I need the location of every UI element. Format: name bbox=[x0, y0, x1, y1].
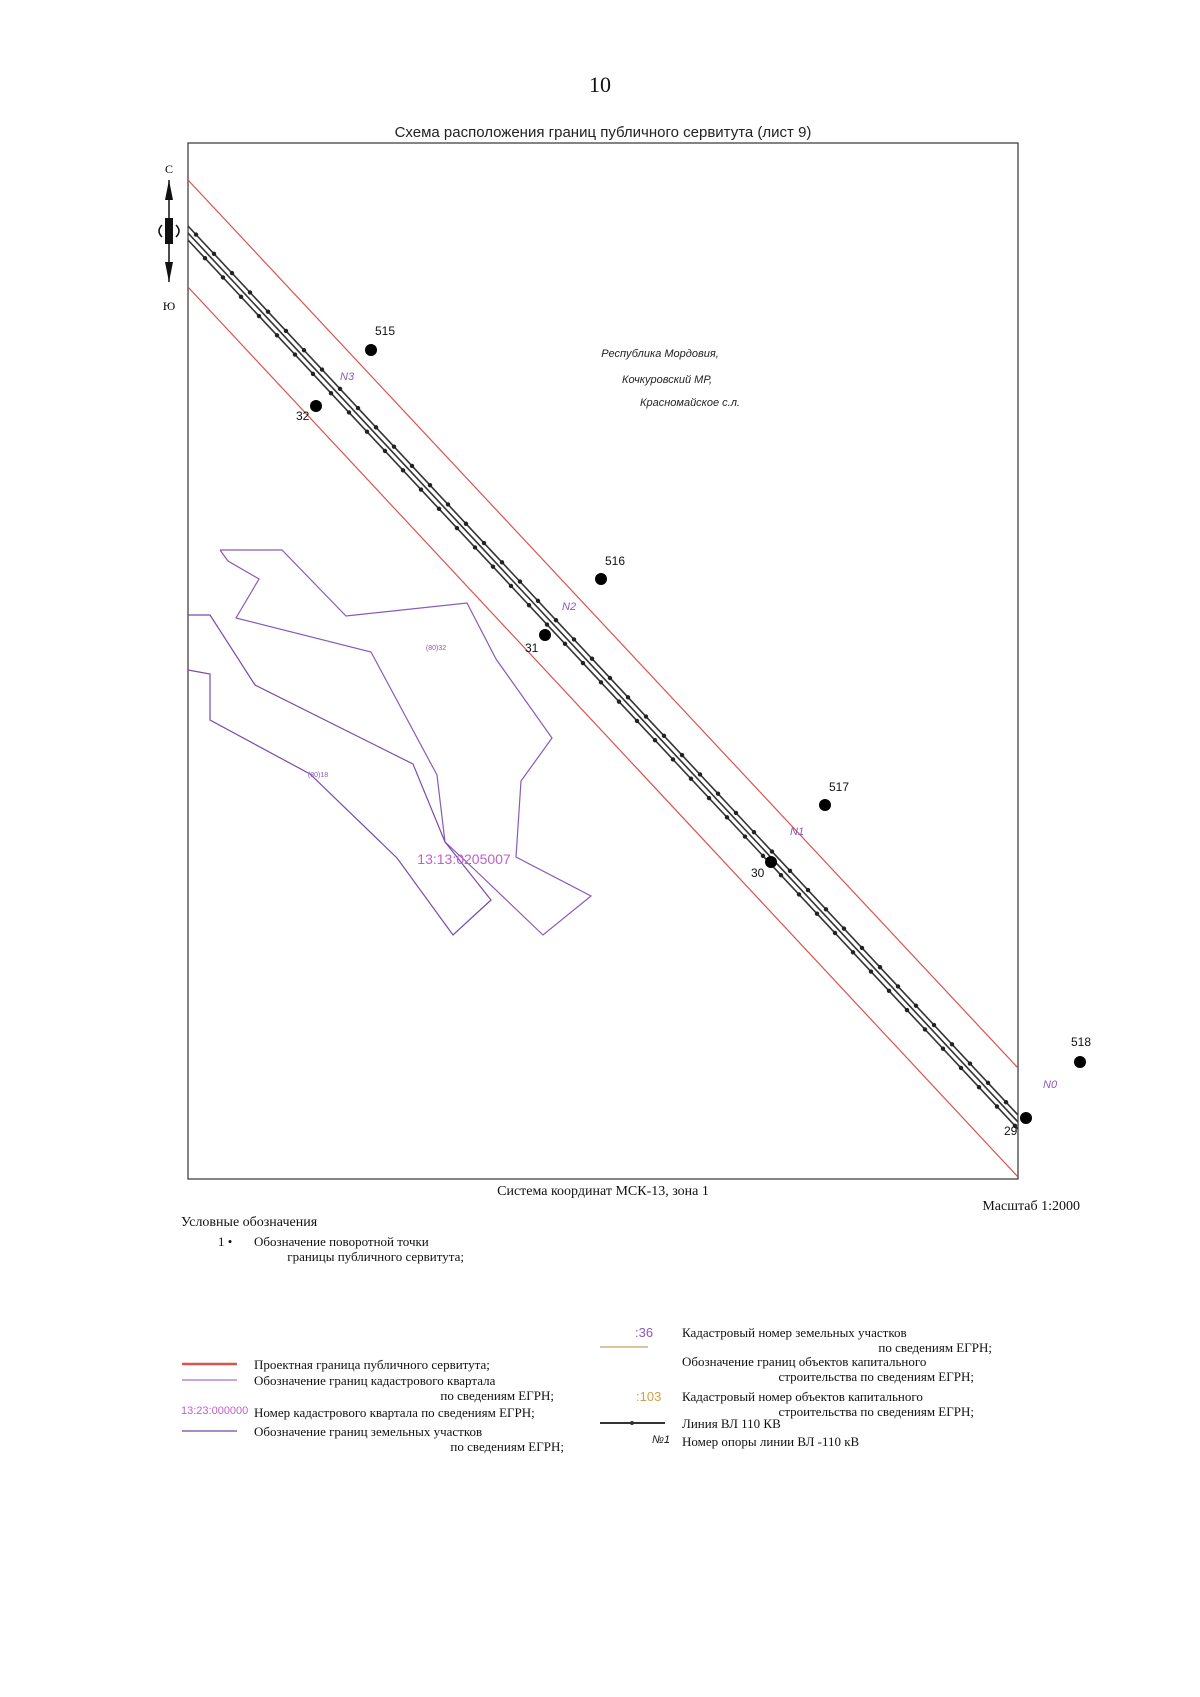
boundary-point-label: 30 bbox=[751, 866, 765, 880]
wire-dot bbox=[266, 309, 270, 313]
legend-text: Кадастровый номер объектов капитального bbox=[682, 1389, 923, 1404]
wire-dot bbox=[833, 931, 837, 935]
wire-dot bbox=[536, 599, 540, 603]
pole-mark: N1 bbox=[790, 826, 805, 838]
servitude-boundary-bottom bbox=[188, 287, 1018, 1177]
wire-dot bbox=[293, 352, 297, 356]
wire-dot bbox=[194, 232, 198, 236]
legend-text: Номер кадастрового квартала по сведениям ЕГРН; bbox=[254, 1405, 535, 1420]
wire-dot bbox=[941, 1046, 945, 1050]
legend-text: по сведениям ЕГРН; bbox=[440, 1388, 554, 1403]
boundary-point-31 bbox=[539, 629, 551, 641]
legend-symbol-capital-object-number: :103 bbox=[636, 1389, 662, 1404]
wire-dot bbox=[338, 387, 342, 391]
wire-dot bbox=[788, 869, 792, 873]
boundary-point-label: 32 bbox=[296, 409, 310, 423]
wire-dot bbox=[950, 1042, 954, 1046]
wire-dot bbox=[896, 984, 900, 988]
wire-dot bbox=[473, 545, 477, 549]
map-title: Схема расположения границ публичного сервитута (лист 9) bbox=[394, 124, 812, 141]
boundary-point-518 bbox=[1074, 1056, 1086, 1068]
wire-dot bbox=[860, 946, 864, 950]
wire-dot bbox=[662, 734, 666, 738]
quarter-number: 13:13:0205007 bbox=[417, 851, 511, 867]
wire-dot bbox=[482, 541, 486, 545]
wire-dot bbox=[356, 406, 360, 410]
wire-dot bbox=[563, 642, 567, 646]
wire-dot bbox=[284, 329, 288, 333]
compass-north-label: С bbox=[164, 162, 174, 176]
wire-dot bbox=[653, 738, 657, 742]
page-number: 10 bbox=[589, 72, 611, 97]
wire-dot bbox=[401, 468, 405, 472]
wire-dot bbox=[608, 676, 612, 680]
wire-dot bbox=[878, 965, 882, 969]
wire-dot bbox=[464, 522, 468, 526]
wire-dot bbox=[815, 912, 819, 916]
pole-mark: N0 bbox=[1043, 1079, 1058, 1091]
wire-dot bbox=[905, 1008, 909, 1012]
north-arrow-icon bbox=[159, 162, 179, 313]
legend-item bbox=[682, 1434, 942, 1449]
legend-symbol-pole-number: №1 bbox=[652, 1434, 671, 1446]
legend-item bbox=[682, 1389, 974, 1419]
boundary-point-label: 516 bbox=[605, 554, 626, 568]
region-label-line: Кочкуровский МР, bbox=[621, 374, 713, 386]
legend-item bbox=[682, 1325, 992, 1355]
wire-dot bbox=[329, 391, 333, 395]
wire-dot bbox=[761, 854, 765, 858]
region-label-line: Красномайское с.л. bbox=[640, 397, 740, 409]
wire-dot bbox=[365, 430, 369, 434]
legend-text: по сведениям ЕГРН; bbox=[878, 1340, 992, 1355]
wire-dot bbox=[545, 622, 549, 626]
wire-dot bbox=[869, 969, 873, 973]
legend-text: Обозначение границ кадастрового квартала bbox=[254, 1373, 496, 1388]
power-line-110kv bbox=[188, 226, 1018, 1129]
legend-item bbox=[254, 1405, 594, 1420]
boundary-point-label: 518 bbox=[1071, 1035, 1092, 1049]
legend-text: границы публичного сервитута; bbox=[287, 1249, 464, 1264]
legend-text: строительства по сведениям ЕГРН; bbox=[778, 1369, 974, 1384]
legend-item bbox=[254, 1373, 554, 1403]
pole-mark: N3 bbox=[340, 371, 355, 383]
legend-text: Обозначение поворотной точки bbox=[254, 1234, 429, 1249]
map-scale: Масштаб 1:2000 bbox=[982, 1199, 1080, 1214]
wire-dot bbox=[644, 714, 648, 718]
compass-south-label: Ю bbox=[162, 299, 176, 313]
wire-dot bbox=[257, 314, 261, 318]
legend-symbol-quarter-number: 13:23:000000 bbox=[181, 1405, 249, 1417]
pole-mark: N2 bbox=[562, 601, 577, 613]
wire-dot bbox=[734, 811, 738, 815]
wire-dot bbox=[203, 256, 207, 260]
legend-text: Обозначение границ объектов капитального bbox=[682, 1354, 927, 1369]
coordinate-system: Система координат МСК-13, зона 1 bbox=[497, 1184, 709, 1199]
legend-item bbox=[682, 1354, 974, 1384]
legend-item bbox=[682, 1416, 882, 1431]
wire-dot bbox=[212, 252, 216, 256]
wire-dot bbox=[617, 699, 621, 703]
boundary-point-30 bbox=[765, 856, 777, 868]
wire-dot bbox=[446, 502, 450, 506]
wire-dot bbox=[374, 425, 378, 429]
wire-dot bbox=[914, 1004, 918, 1008]
wire-dot bbox=[986, 1081, 990, 1085]
legend-item bbox=[254, 1357, 584, 1372]
wire-dot bbox=[554, 618, 558, 622]
wire-dot bbox=[572, 637, 576, 641]
wire-dot bbox=[590, 657, 594, 661]
wire-dot bbox=[455, 526, 459, 530]
wire-dot bbox=[221, 275, 225, 279]
wire-dot bbox=[995, 1104, 999, 1108]
boundary-point-label: 517 bbox=[829, 780, 850, 794]
wire-dot bbox=[725, 815, 729, 819]
wire-dot bbox=[311, 372, 315, 376]
wire-dot bbox=[428, 483, 432, 487]
wire-dot bbox=[689, 777, 693, 781]
wire-dot bbox=[275, 333, 279, 337]
wire-dot bbox=[599, 680, 603, 684]
parcel-boundary-8018 bbox=[188, 615, 491, 935]
wire-dot bbox=[707, 796, 711, 800]
wire-dot bbox=[680, 753, 684, 757]
wire-dot bbox=[239, 295, 243, 299]
wire-dot bbox=[797, 892, 801, 896]
wire-dot bbox=[383, 449, 387, 453]
wire-dot bbox=[581, 661, 585, 665]
wire-dot bbox=[671, 757, 675, 761]
boundary-point-516 bbox=[595, 573, 607, 585]
wire-dot bbox=[302, 348, 306, 352]
legend-text: по сведениям ЕГРН; bbox=[450, 1439, 564, 1454]
map-frame bbox=[188, 143, 1018, 1179]
wire-dot bbox=[437, 507, 441, 511]
legend-text: Кадастровый номер земельных участков bbox=[682, 1325, 907, 1340]
legend-text: Проектная граница публичного сервитута; bbox=[254, 1357, 490, 1372]
legend-text: Номер опоры линии ВЛ -110 кВ bbox=[682, 1434, 860, 1449]
wire-dot bbox=[752, 830, 756, 834]
wire-dot bbox=[1004, 1100, 1008, 1104]
wire-dot bbox=[824, 907, 828, 911]
region-label-line: Республика Мордовия, bbox=[601, 348, 719, 360]
parcel-boundary-8032 bbox=[220, 550, 591, 935]
wire-dot bbox=[923, 1027, 927, 1031]
wire-dot bbox=[491, 564, 495, 568]
servitude-boundary-top bbox=[188, 180, 1018, 1068]
wire-dot bbox=[770, 849, 774, 853]
boundary-point-32 bbox=[310, 400, 322, 412]
wire-dot bbox=[527, 603, 531, 607]
wire-dot bbox=[320, 367, 324, 371]
wire-dot bbox=[851, 950, 855, 954]
boundary-point-label: 515 bbox=[375, 324, 396, 338]
legend-text: Линия ВЛ 110 КВ bbox=[682, 1416, 781, 1431]
wire-dot bbox=[410, 464, 414, 468]
wire-dot bbox=[635, 719, 639, 723]
boundary-point-517 bbox=[819, 799, 831, 811]
legend-text: строительства по сведениям ЕГРН; bbox=[778, 1404, 974, 1419]
wire-dot bbox=[932, 1023, 936, 1027]
wire-dot bbox=[968, 1061, 972, 1065]
wire-dot bbox=[626, 695, 630, 699]
boundary-point-515 bbox=[365, 344, 377, 356]
parcel-label: (80)32 bbox=[425, 645, 447, 652]
wire-dot bbox=[509, 584, 513, 588]
legend-symbol-point: 1 • bbox=[218, 1234, 233, 1249]
wire-dot bbox=[716, 791, 720, 795]
wire-dot bbox=[887, 989, 891, 993]
legend-title: Условные обозначения bbox=[181, 1215, 318, 1230]
boundary-point-label: 31 bbox=[525, 641, 539, 655]
legend-item bbox=[254, 1424, 564, 1454]
wire-dot bbox=[743, 834, 747, 838]
legend-text: Обозначение границ земельных участков bbox=[254, 1424, 483, 1439]
wire-dot bbox=[230, 271, 234, 275]
legend-symbol-parcel-number: :36 bbox=[635, 1325, 654, 1340]
wire-dot bbox=[779, 873, 783, 877]
wire-dot bbox=[806, 888, 810, 892]
boundary-point-label: 29 bbox=[1004, 1124, 1018, 1138]
wire-dot bbox=[959, 1066, 963, 1070]
wire-dot bbox=[500, 560, 504, 564]
wire-dot bbox=[347, 410, 351, 414]
boundary-point-29 bbox=[1020, 1112, 1032, 1124]
parcel-label: (80)18 bbox=[307, 772, 329, 779]
wire-dot bbox=[698, 772, 702, 776]
wire-dot bbox=[392, 444, 396, 448]
wire-dot bbox=[248, 290, 252, 294]
wire-dot bbox=[842, 926, 846, 930]
wire-dot bbox=[977, 1085, 981, 1089]
wire-dot bbox=[419, 487, 423, 491]
legend-item bbox=[254, 1234, 464, 1264]
wire-dot bbox=[518, 579, 522, 583]
